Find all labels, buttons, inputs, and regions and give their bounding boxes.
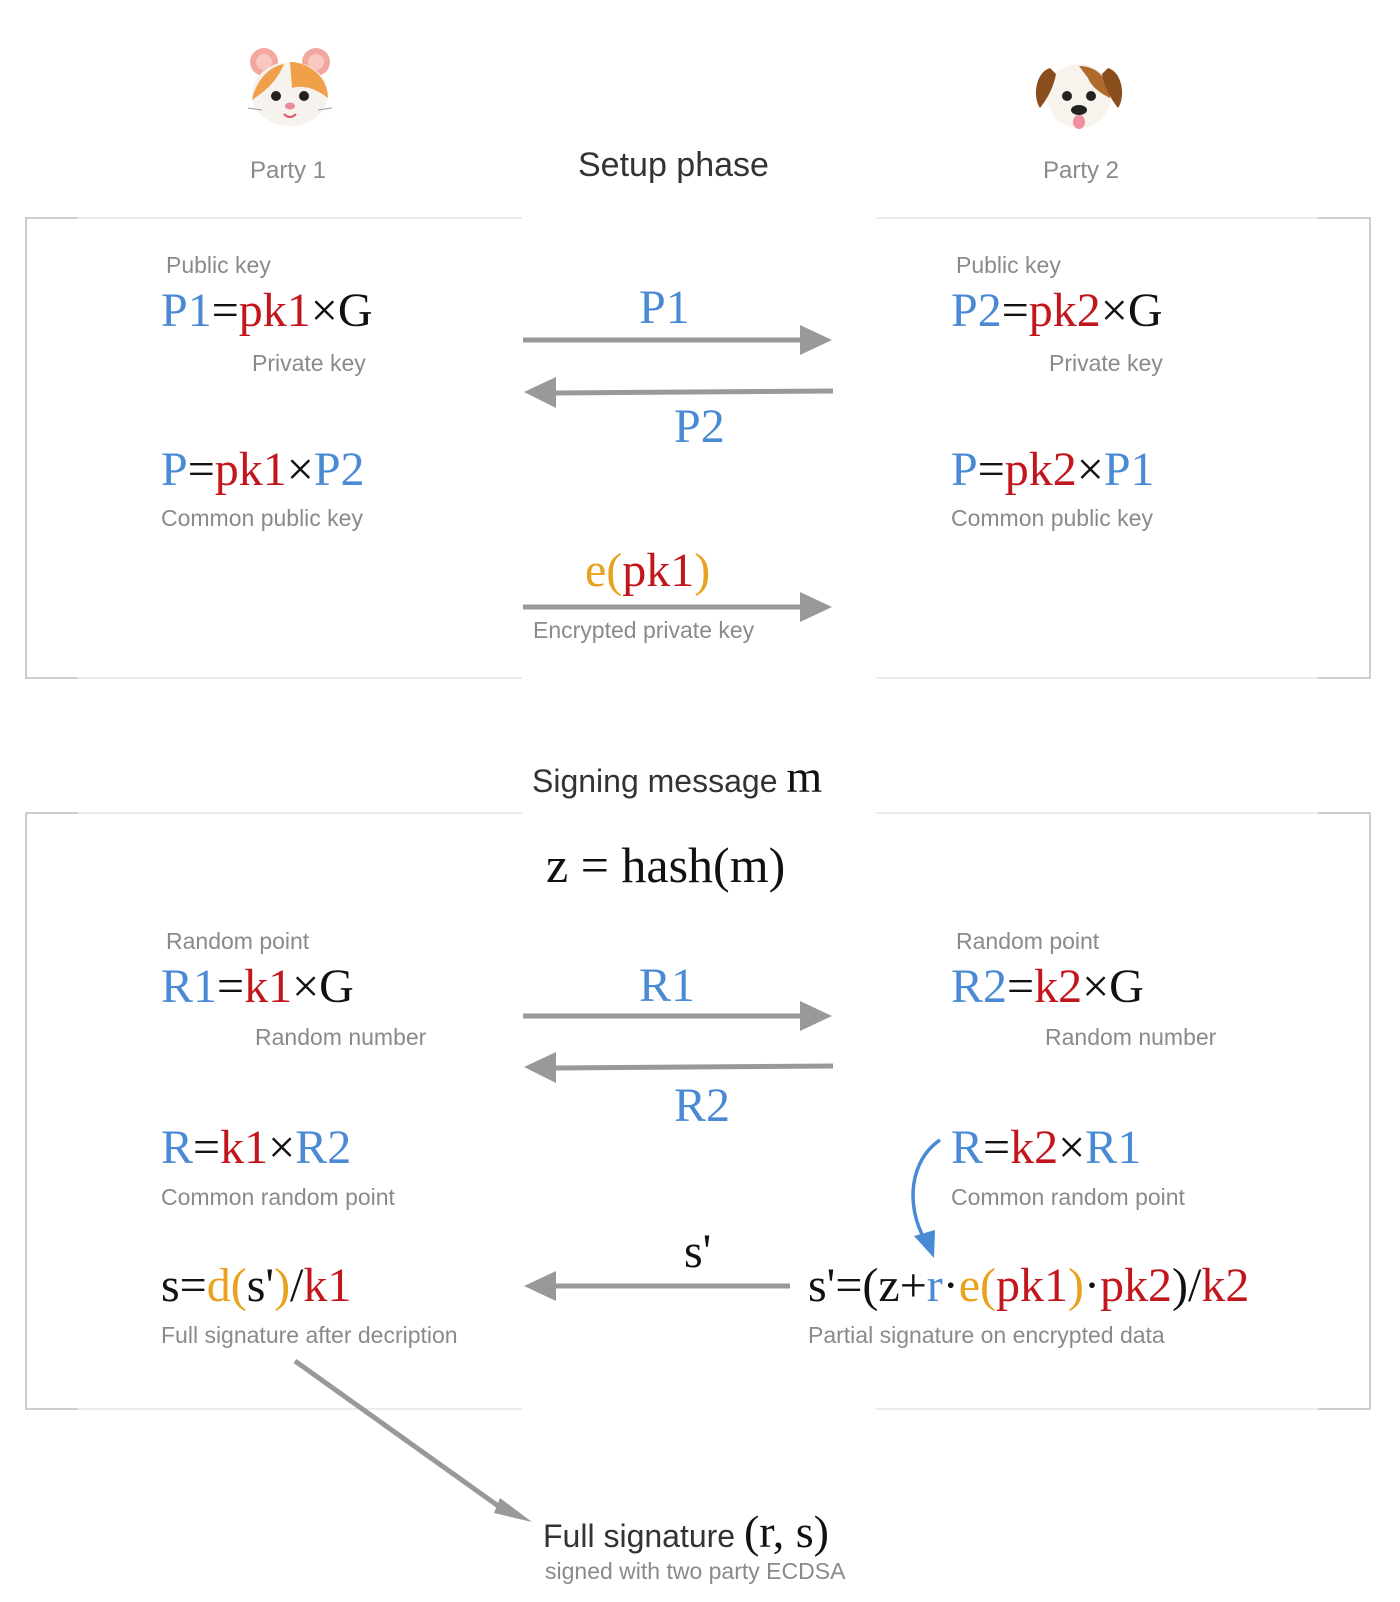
partial-signature-label: Partial signature on encrypted data — [808, 1322, 1165, 1348]
full-signature-decryption-label: Full signature after decription — [161, 1322, 458, 1348]
encrypted-private-key-label: Encrypted private key — [533, 617, 755, 643]
party1-public-key-label: Public key — [166, 252, 271, 278]
signature-pair: (r, s) — [743, 1506, 829, 1557]
arrow-r2-left — [556, 1066, 833, 1068]
message-s-prime: s' — [684, 1225, 712, 1278]
message-p1: P1 — [639, 281, 690, 334]
party2-private-key-label: Private key — [1049, 350, 1163, 376]
message-r2: R2 — [674, 1079, 731, 1132]
party1-random-point-label: Random point — [166, 928, 310, 954]
party2-common-random-point-equation: R=k2×R1 — [951, 1121, 1142, 1174]
dog-icon — [1034, 54, 1124, 136]
party2-public-key-equation: P2=pk2×G — [951, 284, 1163, 337]
hash-equation: z = hash(m) — [546, 837, 786, 893]
arrow-p2-left — [556, 391, 833, 393]
full-signature-title: Full signature (r, s) — [543, 1506, 829, 1557]
party2-common-key-label: Common public key — [951, 505, 1153, 531]
full-signature-subtitle: signed with two party ECDSA — [545, 1558, 846, 1584]
party2-public-key-label: Public key — [956, 252, 1061, 278]
party1-public-key-equation: P1=pk1×G — [161, 284, 373, 337]
party1-common-key-equation: P=pk1×P2 — [161, 443, 365, 496]
message-encrypted-key: e(pk1) — [585, 544, 711, 597]
message-p2: P2 — [674, 400, 725, 453]
full-signature-equation: s=d(s')/k1 — [161, 1259, 352, 1312]
hamster-icon — [248, 44, 332, 132]
party2-random-point-equation: R2=k2×G — [951, 960, 1144, 1013]
party1-random-number-label: Random number — [255, 1024, 427, 1050]
setup-phase-title: Setup phase — [578, 146, 769, 184]
arrow-r-to-partial — [913, 1140, 940, 1240]
party1-common-random-point-label: Common random point — [161, 1184, 395, 1210]
party2-random-point-label: Random point — [956, 928, 1100, 954]
party1-private-key-label: Private key — [252, 350, 366, 376]
party1-common-random-point-equation: R=k1×R2 — [161, 1121, 352, 1174]
party2-common-key-equation: P=pk2×P1 — [951, 443, 1155, 496]
party-2-label: Party 2 — [1043, 157, 1120, 184]
message-r1: R1 — [639, 959, 696, 1012]
party2-random-number-label: Random number — [1045, 1024, 1217, 1050]
party-1-label: Party 1 — [250, 157, 327, 184]
partial-signature-equation: s'=(z+r·e(pk1)·pk2)/k2 — [808, 1259, 1250, 1312]
message-m: m — [786, 751, 823, 802]
party2-common-random-point-label: Common random point — [951, 1184, 1185, 1210]
signing-message-title: Signing message m — [532, 751, 823, 802]
party1-random-point-equation: R1=k1×G — [161, 960, 354, 1013]
arrow-to-full-signature — [295, 1361, 508, 1513]
party1-common-key-label: Common public key — [161, 505, 363, 531]
